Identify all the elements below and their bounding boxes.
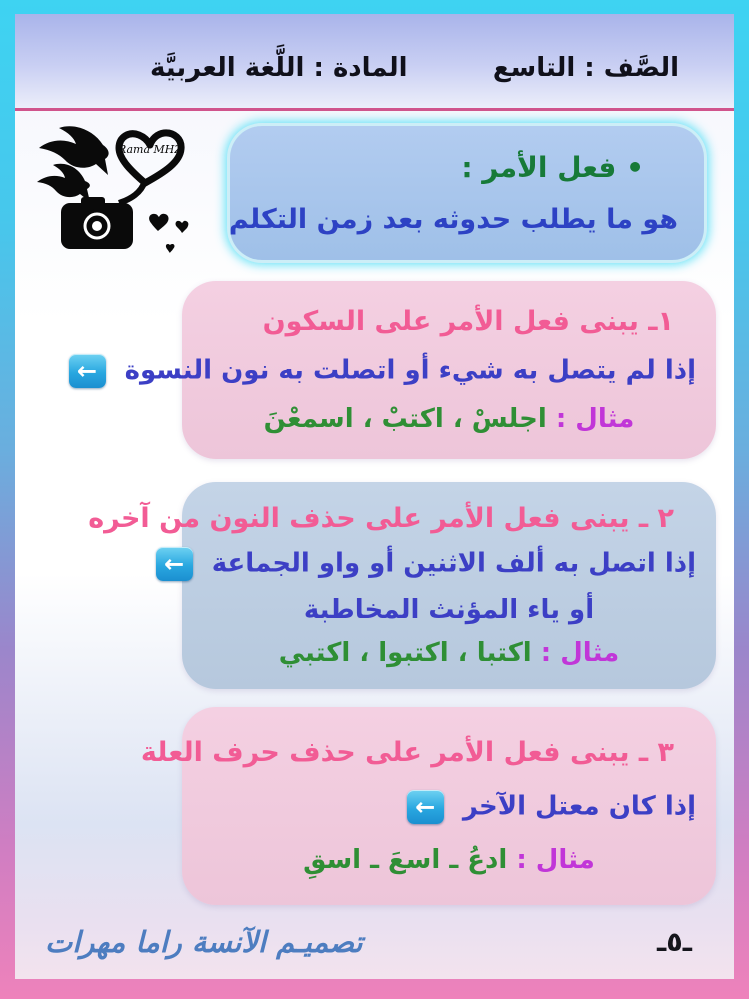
heart-outline-icon [119,133,181,183]
content [15,111,734,976]
rule-2-example [202,638,696,668]
definition-body: هو ما يطلب حدوثه بعد زمن التكلم [228,203,678,235]
footer [15,916,734,974]
class-label: الصَّف : التاسع [492,53,679,83]
example-text: اجلسْ ، اكتبْ ، اسمعْنَ [263,404,547,435]
example-text: اكتبا ، اكتبوا ، اكتبي [278,637,532,668]
camera-lens-center [92,221,102,231]
rule-3-condition [202,790,696,824]
example-label: مثال : [555,404,635,435]
logo [27,119,199,261]
example-label: مثال : [540,637,620,668]
subject-label: المادة : اللَّغة العربيَّة [150,53,408,83]
rule-2-condition-line2: أو ياء المؤنث المخاطبة [303,594,595,625]
header [15,14,734,111]
small-heart-icon [149,214,168,231]
rule-2-condition [164,547,696,581]
rule-1-condition-text: إذا لم يتصل به شيء أو اتصلت به نون النسوة [124,355,696,385]
left-arrow-icon: ← [407,790,444,824]
camera-strap [119,181,145,203]
designer-credit: تصميـم الآنسة راما مهرات [45,925,363,959]
rule-1-title: ١ـ يبنى فعل الأمر على السكون [262,305,674,337]
bird-icon [37,164,90,202]
rule-box-2 [88,482,716,689]
rule-2-condition-text: إذا اتصل به ألف الاثنين أو واو الجماعة [211,548,696,579]
rule-3-condition-text: إذا كان معتل الآخر [462,791,696,821]
logo-signature: Rama MHZ [117,143,183,156]
small-heart-icon [166,244,175,253]
definition-box [230,126,704,260]
rule-3-title: ٣ ـ يبنى فعل الأمر على حذف حرف العلة [140,736,674,768]
worksheet-page [15,14,734,979]
small-heart-icon [176,221,189,233]
rule-3-example [202,845,696,875]
camera-heart-birds-logo [27,119,199,261]
left-arrow-icon: ← [69,354,106,388]
rule-1-condition [77,354,696,388]
rule-box-3 [140,707,716,905]
rule-1-example [202,404,696,434]
example-label: مثال : [516,845,595,876]
example-text: ادعُ ـ اسعَ ـ اسقِ [303,845,508,876]
page-number: ـ٥ـ [657,926,692,958]
left-arrow-icon: ← [156,547,193,581]
definition-title: • فعل الأمر : [461,151,644,185]
rule-2-title: ٢ ـ يبنى فعل الأمر على حذف النون من آخره [88,503,674,535]
rule-box-1 [77,281,716,459]
